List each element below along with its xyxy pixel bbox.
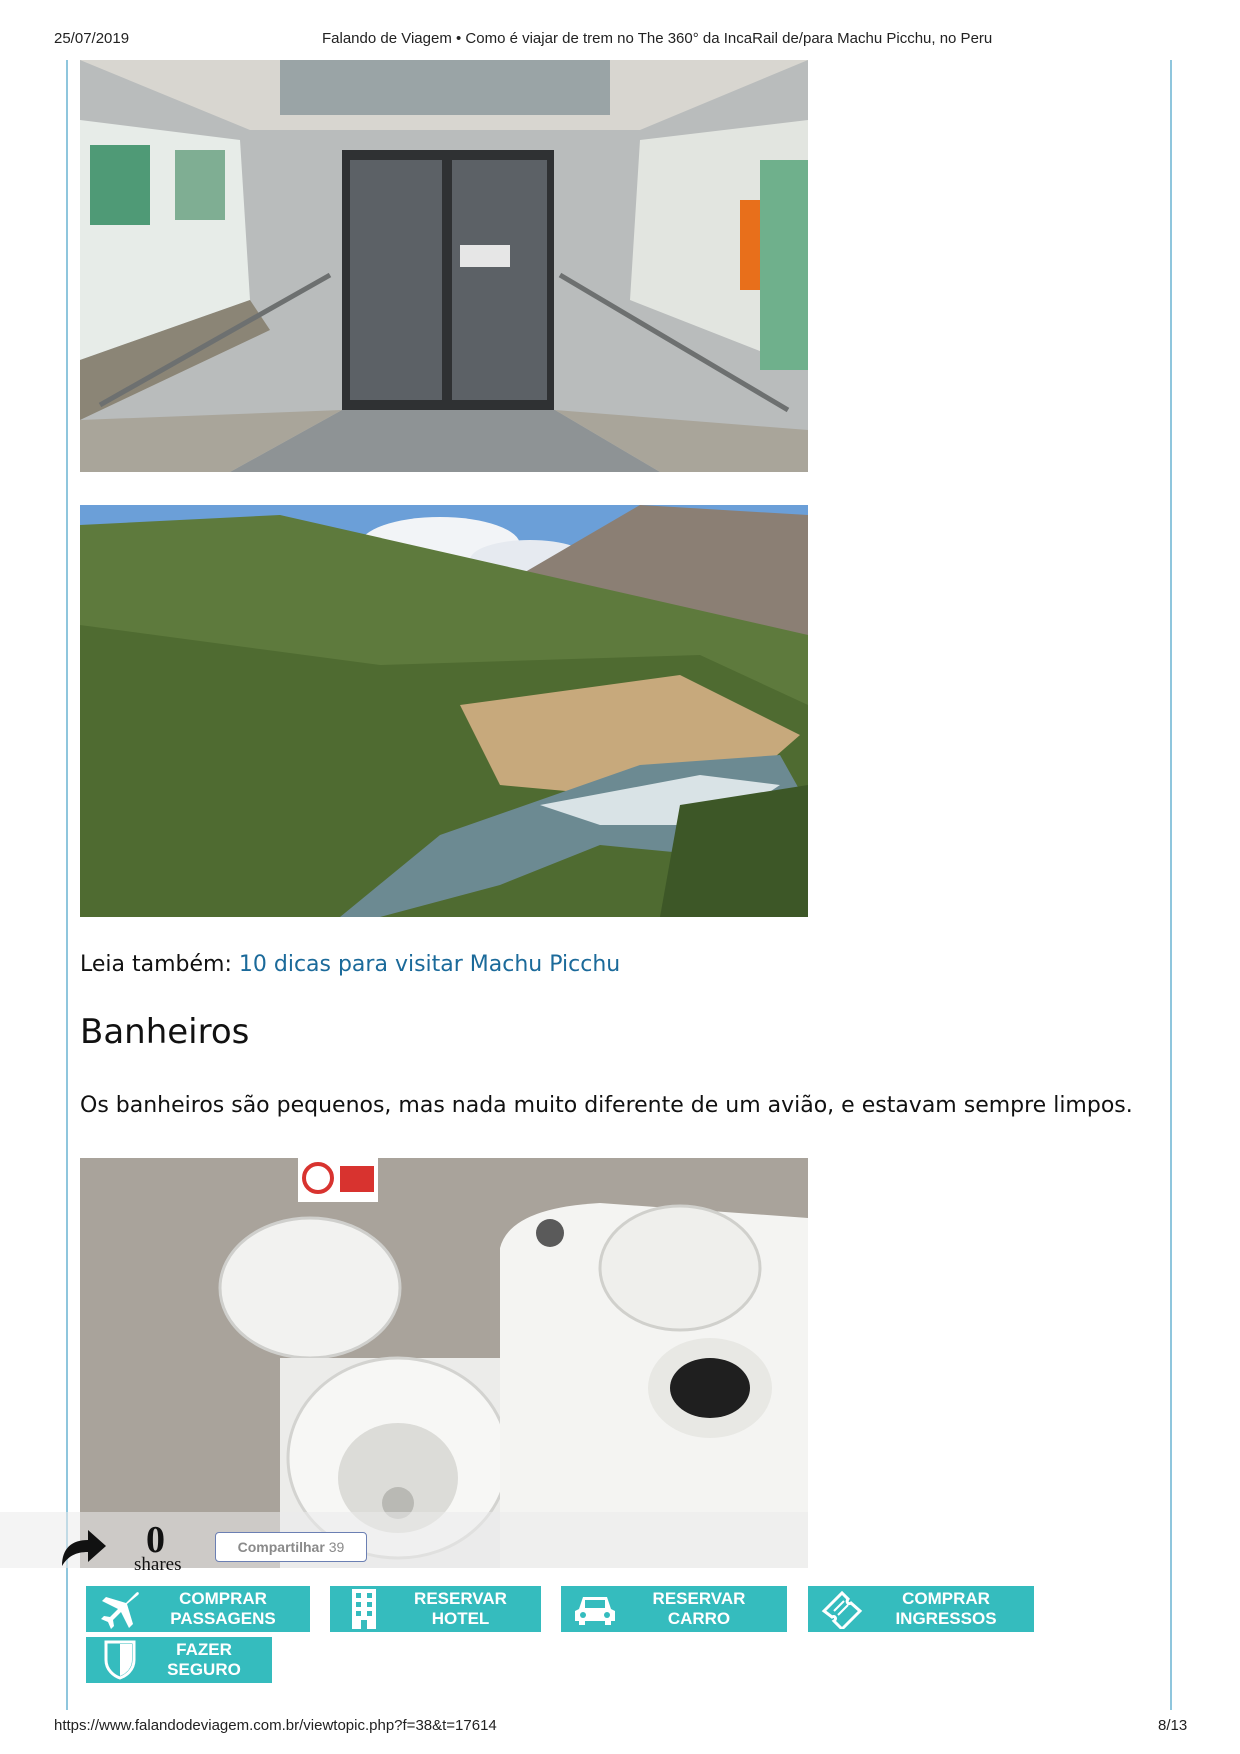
get-insurance-button[interactable] <box>86 1637 272 1683</box>
also-read-link[interactable]: 10 dicas para visitar Machu Picchu <box>238 952 621 977</box>
cta-line1: RESERVAR <box>414 1589 507 1608</box>
share-button-count: 39 <box>328 1539 345 1555</box>
print-url: https://www.falandodeviagem.com.br/viewtopic.php?f=38&t=17614 <box>54 1717 497 1734</box>
book-car-button[interactable] <box>561 1586 787 1632</box>
share-arrow-icon[interactable] <box>58 1524 108 1568</box>
buy-tickets-button[interactable] <box>808 1586 1034 1632</box>
print-page-title: Falando de Viagem • Como é viajar de trem no The 360° da IncaRail de/para Machu Picchu, no Peru <box>322 30 993 47</box>
cta-line1: COMPRAR <box>179 1589 267 1608</box>
article-paragraph: Os banheiros são pequenos, mas nada muito diferente de um avião, e estavam sempre limpos. <box>80 1093 1133 1118</box>
shield-icon <box>98 1640 142 1680</box>
cta-line2: INGRESSOS <box>895 1609 997 1628</box>
buy-flights-button[interactable] <box>86 1586 310 1632</box>
cta-line2: HOTEL <box>431 1609 490 1628</box>
content-frame-right-border <box>1170 60 1172 1710</box>
cta-line1: COMPRAR <box>902 1589 990 1608</box>
cta-line2: CARRO <box>667 1609 731 1628</box>
section-title: Banheiros <box>80 1012 250 1052</box>
print-date: 25/07/2019 <box>54 30 130 47</box>
print-page-number: 8/13 <box>1158 1717 1188 1734</box>
train-bathroom-photo <box>80 1158 808 1568</box>
share-count-label: shares <box>134 1554 182 1575</box>
share-button-label: Compartilhar <box>237 1539 325 1555</box>
cta-line1: FAZER <box>176 1640 232 1659</box>
facebook-share-button[interactable] <box>215 1532 367 1562</box>
river-valley-photo <box>80 505 808 917</box>
also-read-label: Leia também: <box>80 952 232 977</box>
share-count: 0 <box>146 1519 165 1561</box>
cta-line2: SEGURO <box>167 1660 241 1679</box>
cta-line2: PASSAGENS <box>170 1609 276 1628</box>
train-corridor-photo <box>80 60 808 472</box>
content-frame-left-border <box>66 60 68 1710</box>
car-icon <box>573 1589 617 1629</box>
also-read-line <box>80 952 620 977</box>
airplane-icon <box>98 1589 142 1629</box>
ticket-icon <box>820 1589 864 1629</box>
cta-line1: RESERVAR <box>652 1589 746 1608</box>
share-bar <box>0 1512 808 1568</box>
hotel-building-icon <box>342 1589 386 1629</box>
book-hotel-button[interactable] <box>330 1586 541 1632</box>
